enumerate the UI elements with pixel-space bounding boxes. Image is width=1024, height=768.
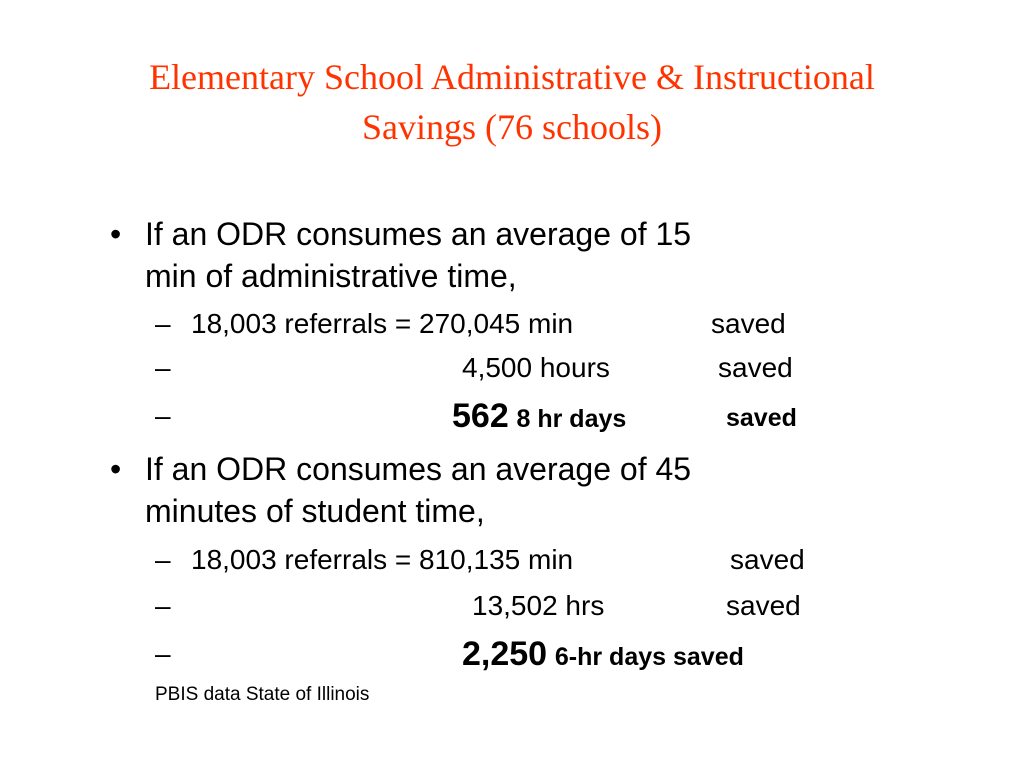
sub-label: saved <box>718 352 793 383</box>
bullet-text <box>145 213 865 297</box>
sub-value-group <box>462 634 744 677</box>
sub-dash: – <box>155 638 171 669</box>
sub-value: 18,003 referrals = 810,135 min <box>191 544 574 575</box>
bullet-line-1: If an ODR consumes an average of 45 <box>145 451 692 487</box>
bullet-line-2: minutes of student time, <box>145 493 485 529</box>
sub-item-hours <box>155 348 855 388</box>
sub-unit: 6-hr days saved <box>554 643 744 671</box>
sub-value: 562 <box>452 397 509 435</box>
bullet-line-2: min of administrative time, <box>145 258 517 294</box>
sub-unit: 8 hr days <box>516 405 627 433</box>
sub-label: saved <box>726 590 801 621</box>
title-line-2: Savings (76 schools) <box>362 107 662 147</box>
title-line-1: Elementary School Administrative & Instructional <box>149 57 875 97</box>
sub-item-hours <box>155 586 855 626</box>
source-note: PBIS data State of Illinois <box>155 684 370 705</box>
bullet-admin-time <box>110 213 870 297</box>
bullet-marker: • <box>110 216 122 252</box>
sub-label: saved <box>726 404 797 432</box>
slide-title <box>60 52 964 152</box>
sub-dash: – <box>155 352 171 383</box>
sub-item-referrals-min <box>155 540 855 580</box>
sub-item-referrals-min <box>155 304 855 344</box>
sub-dash: – <box>155 590 171 621</box>
bullet-student-time <box>110 448 870 532</box>
sub-value: 4,500 hours <box>462 352 610 383</box>
sub-dash: – <box>155 544 171 575</box>
bullet-text <box>145 448 865 532</box>
sub-value: 2,250 <box>462 635 548 673</box>
sub-item-days <box>155 634 855 674</box>
sub-item-days <box>155 396 855 436</box>
bullet-marker: • <box>110 451 122 487</box>
sub-value: 18,003 referrals = 270,045 min <box>191 308 574 339</box>
sub-dash: – <box>155 308 171 339</box>
bullet-line-1: If an ODR consumes an average of 15 <box>145 216 692 252</box>
sub-value-group <box>452 396 626 439</box>
sub-label: saved <box>730 544 805 575</box>
sub-label: saved <box>711 308 786 339</box>
sub-value: 13,502 hrs <box>472 590 605 621</box>
sub-dash: – <box>155 400 171 431</box>
